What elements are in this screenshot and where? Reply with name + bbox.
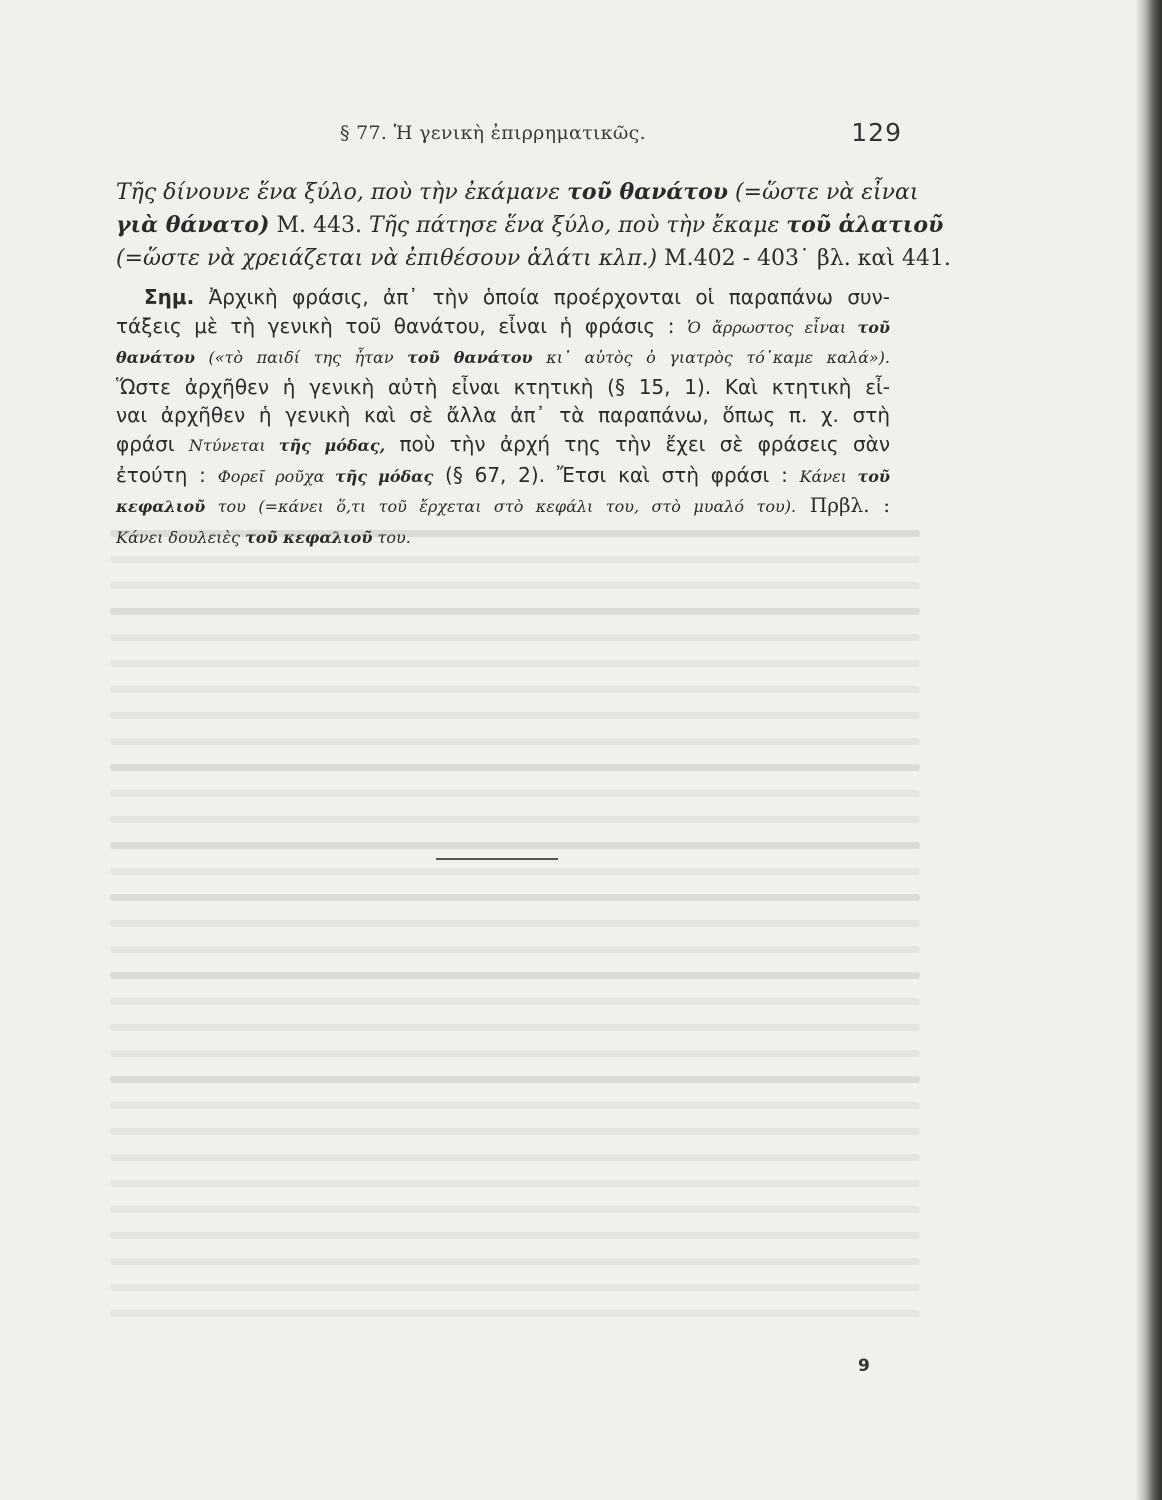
text-line	[116, 176, 919, 209]
text-run: Τῆς πάτησε ἕνα ξύλο, ποὺ τὴν ἔκαμε	[368, 213, 787, 238]
quote-run: του (=κάνει ὅ,τι τοῦ ἔρχεται στὸ κεφάλι του, στὸ μυαλό του).	[205, 497, 797, 517]
quote-run: του.	[372, 527, 411, 547]
text-line	[116, 283, 890, 312]
text-run: (§ 67, 2). Ἔτσι καὶ στὴ φράσι :	[433, 462, 800, 487]
text-line	[116, 430, 890, 461]
emphasis-run: γιὰ θάνατο)	[116, 212, 270, 238]
quote-run: κι᾿ αὐτὸς ὁ γιατρὸς τό᾿καμε καλά»).	[532, 348, 891, 368]
book-edge	[1136, 0, 1162, 1500]
text-line	[116, 491, 890, 522]
note-label: Σημ.	[144, 285, 195, 309]
signature-mark: 9	[858, 1356, 870, 1376]
text-run: Πρβλ. :	[796, 493, 891, 518]
emphasis-run: τοῦ ἁλατιοῦ	[786, 212, 944, 238]
text-run: ἐτούτη :	[116, 462, 218, 487]
text-run: ποὺ τὴν ἀρχή της τὴν ἔχει σὲ φράσεις σὰν	[385, 431, 891, 456]
example-paragraph	[116, 176, 951, 275]
emphasis-run: τοῦ	[857, 317, 890, 337]
emphasis-run: τῆς μόδας,	[278, 435, 386, 455]
running-title: § 77. Ἡ γενικὴ ἐπιρρηματικῶς.	[340, 122, 646, 144]
quote-run: Κάνει	[799, 466, 858, 486]
emphasis-run: θανάτου	[116, 348, 195, 368]
text-run: τάξεις μὲ τὴ γενικὴ τοῦ θανάτου, εἶναι ἡ φράσις :	[116, 313, 688, 338]
section-divider	[436, 858, 558, 860]
quote-run: Ὁ ἄρρωστος εἶναι	[687, 317, 858, 337]
text-run: Τῆς δίνουνε ἕνα ξύλο, ποὺ τὴν ἐκάμανε	[116, 180, 568, 205]
emphasis-run: τοῦ θανάτου	[567, 179, 729, 205]
emphasis-run: κεφαλιοῦ	[116, 497, 206, 517]
quote-run: («τὸ παιδί της ἦταν	[194, 348, 408, 368]
text-line	[116, 312, 890, 343]
text-line	[116, 209, 944, 242]
emphasis-run: τοῦ θανάτου	[407, 348, 533, 368]
text-run: Ἀρχικὴ φράσις, ἀπ᾿ τὴν ὁποία προέρχονται οἱ παραπάνω συν-	[194, 285, 890, 309]
text-run: (=ὥστε νὰ εἶναι	[728, 180, 919, 205]
text-line	[116, 461, 890, 492]
text-line	[116, 522, 890, 553]
emphasis-run: τοῦ κεφαλιοῦ	[245, 527, 373, 547]
quote-run: Κάνει δουλειὲς	[116, 527, 246, 547]
text-run: φράσι	[116, 431, 189, 456]
quote-run: Φορεῖ ροῦχα	[217, 466, 335, 486]
bleed-through-text	[110, 527, 920, 1360]
emphasis-run: τοῦ	[857, 466, 890, 486]
text-line	[116, 342, 890, 373]
note-paragraph	[116, 283, 890, 552]
page-header	[110, 118, 902, 150]
text-run: (=ὥστε νὰ χρειάζεται νὰ ἐπιθέσουν ἁλάτι κλπ.)	[116, 246, 658, 271]
reference-run: Μ.402 - 403˙ βλ. καὶ 441.	[657, 246, 951, 271]
reference-run: Μ. 443.	[269, 213, 369, 238]
text-line: ναι ἀρχῆθεν ἡ γενικὴ καὶ σὲ ἄλλα ἀπ᾿ τὰ παραπάνω, ὅπως π. χ. στὴ	[116, 403, 890, 428]
quote-run: Ντύνεται	[188, 435, 279, 455]
text-line	[116, 242, 951, 275]
page-number: 129	[851, 118, 902, 147]
emphasis-run: τῆς μόδας	[334, 466, 434, 486]
text-line: Ὥστε ἀρχῆθεν ἡ γενικὴ αὐτὴ εἶναι κτητικὴ (§ 15, 1). Καὶ κτητικὴ εἶ-	[116, 374, 890, 399]
